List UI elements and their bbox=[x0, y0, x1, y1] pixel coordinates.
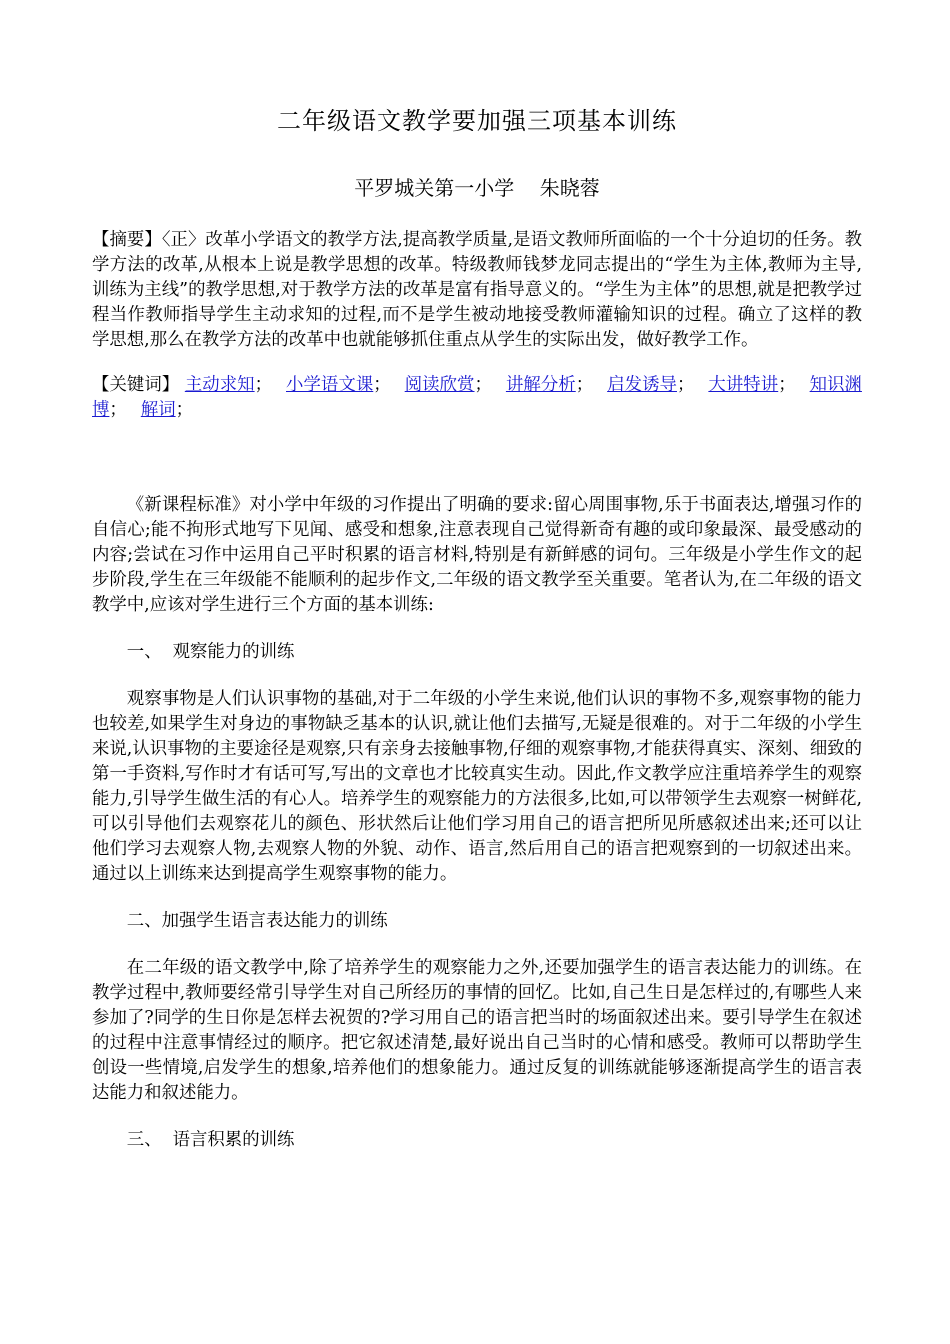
section-paragraph-2: 在二年级的语文教学中,除了培养学生的观察能力之外,还要加强学生的语言表达能力的训练。在教学过程中,教师要经常引导学生对自己所经历的事情的回忆。比如,自己生日是怎样过的,有哪些人来参加了?同学的生日你是怎样去祝贺的?学习用自己的语言把当时的场面叙述出来。要引导学生在叙述的过程中注意事情经过的顺序。把它叙述清楚,最好说出自己当时的心情和感受。教师可以帮助学生创设一些情境,启发学生的想象,培养他们的想象能力。通过反复的训练就能够逐渐提高学生的语言表达能力和叙述能力。 bbox=[92, 958, 862, 1103]
abstract bbox=[92, 228, 862, 353]
keyword-link[interactable]: 知识渊博 bbox=[92, 375, 862, 420]
keyword-separator: ； bbox=[175, 400, 194, 420]
page-title: 二年级语文教学要加强三项基本训练 bbox=[277, 107, 677, 135]
keyword-separator: ； bbox=[109, 400, 127, 420]
keyword-separator: ； bbox=[474, 375, 492, 395]
keyword-link[interactable]: 讲解分析 bbox=[505, 375, 576, 395]
keyword-link[interactable]: 大讲特讲 bbox=[708, 375, 779, 395]
section-heading-2: 二、加强学生语言表达能力的训练 bbox=[126, 911, 388, 931]
keyword-link[interactable]: 解词 bbox=[140, 400, 176, 420]
keyword-link[interactable]: 主动求知 bbox=[184, 375, 255, 395]
keyword-separator: ； bbox=[676, 375, 695, 395]
section-heading-1: 一、 观察能力的训练 bbox=[126, 642, 295, 662]
intro-paragraph: 《新课程标准》对小学中年级的习作提出了明确的要求:留心周围事物,乐于书面表达,增强习作的自信心;能不拘形式地写下见闻、感受和想象,注意表现自己觉得新奇有趣的或印象最深、最受感动的内容;尝试在习作中运用自己平时积累的语言材料,特别是有新鲜感的词句。三年级是小学生作文的起步阶段,学生在三年级能不能顺利的起步作文,二年级的语文教学至关重要。笔者认为,在二年级的语文教学中,应该对学生进行三个方面的基本训练: bbox=[92, 495, 862, 615]
keyword-link[interactable]: 阅读欣赏 bbox=[404, 375, 475, 395]
section-heading-3: 三、 语言积累的训练 bbox=[126, 1130, 295, 1150]
section-paragraph-1: 观察事物是人们认识事物的基础,对于二年级的小学生来说,他们认识的事物不多,观察事物的能力也较差,如果学生对身边的事物缺乏基本的认识,就让他们去描写,无疑是很难的。对于二年级的小学生来说,认识事物的主要途径是观察,只有亲身去接触事物,仔细的观察事物,才能获得真实、深刻、细致的第一手资料,写作时才有话可写,写出的文章也才比较真实生动。因此,作文教学应注重培养学生的观察能力,引导学生做生活的有心人。培养学生的观察能力的方法很多,比如,可以带领学生去观察一树鲜花,可以引导他们去观察花儿的颜色、形状然后让他们学习用自己的语言把所见所感叙述出来;还可以让他们学习去观察人物,去观察人物的外貌、动作、语言,然后用自己的语言把观察到的一切叙述出来。通过以上训练来达到提高学生观察事物的能力。 bbox=[92, 689, 862, 884]
keywords bbox=[92, 373, 862, 423]
keywords-label: 【关键词】 bbox=[92, 375, 180, 395]
keyword-separator: ； bbox=[575, 375, 594, 395]
keyword-separator: ； bbox=[254, 375, 272, 395]
keyword-link[interactable]: 小学语文课 bbox=[286, 375, 374, 395]
abstract-text: 〈正〉改革小学语文的教学方法,提高教学质量,是语文教师所面临的一个十分迫切的任务。教学方法的改革,从根本上说是教学思想的改革。特级教师钱梦龙同志提出的“学生为主体,教师为主导,训练为主线”的教学思想,对于教学方法的改革是富有指导意义的。“学生为主体”的思想,就是把教学过程当作教师指导学生主动求知的过程,而不是学生被动地接受教师灌输知识的过程。确立了这样的教学思想,那么在教学方法的改革中也就能够抓住重点从学生的实际出发，做好教学工作。 bbox=[92, 230, 862, 350]
document-page bbox=[92, 104, 862, 1175]
keyword-link[interactable]: 启发诱导 bbox=[607, 375, 677, 395]
author-line: 平罗城关第一小学 朱晓蓉 bbox=[354, 176, 600, 200]
keyword-separator: ； bbox=[778, 375, 796, 395]
keyword-separator: ； bbox=[373, 375, 391, 395]
abstract-label: 【摘要】 bbox=[92, 230, 162, 250]
